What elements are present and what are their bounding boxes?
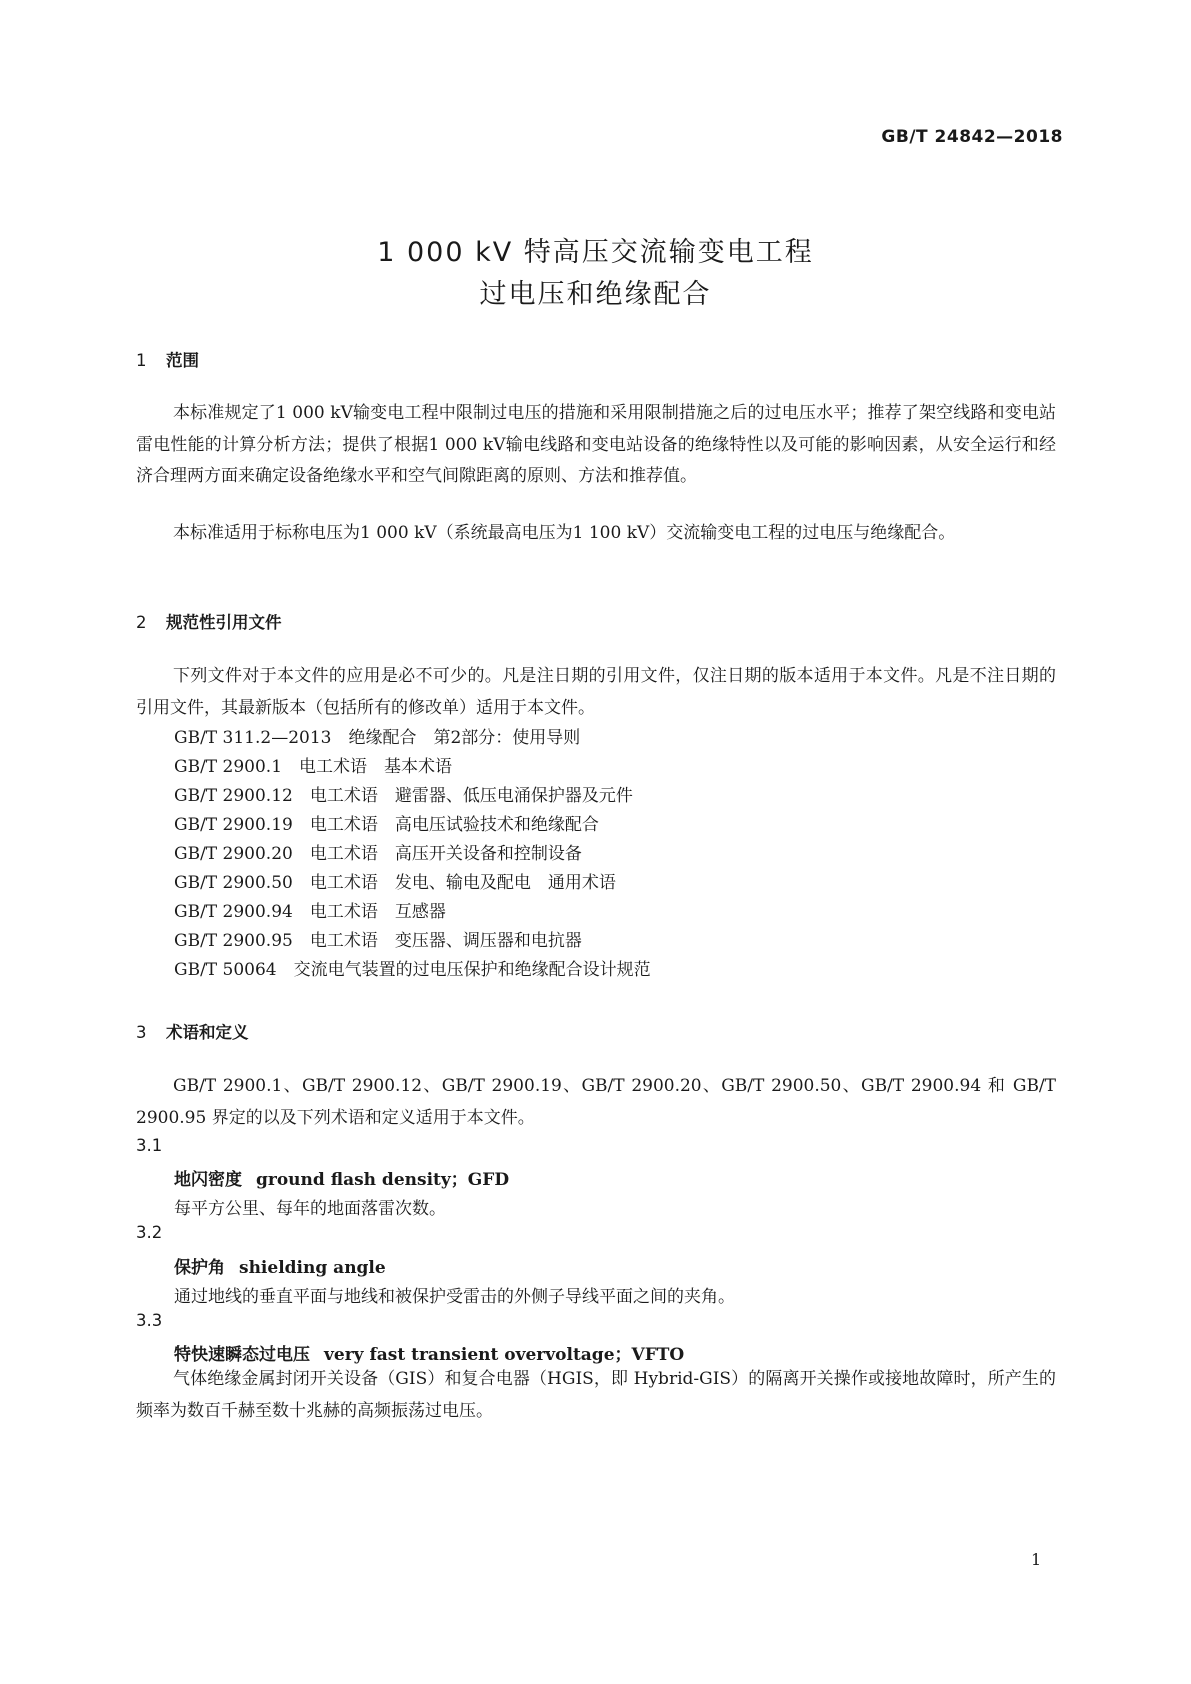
section-number: 2 xyxy=(136,613,147,632)
reference-item: GB/T 2900.20 电工术语 高压开关设备和控制设备 xyxy=(174,844,582,864)
document-title-line-1: 1 000 kV 特高压交流输变电工程 xyxy=(377,237,814,268)
term-definition: 每平方公里、每年的地面落雷次数。 xyxy=(174,1199,446,1219)
section-title: 范围 xyxy=(166,351,199,370)
term-en: very fast transient overvoltage；VFTO xyxy=(324,1345,685,1365)
section-number: 3 xyxy=(136,1023,147,1042)
section-heading-normative-references xyxy=(136,609,282,633)
section-heading-scope xyxy=(136,347,199,371)
term-title xyxy=(174,1165,509,1190)
reference-item: GB/T 2900.1 电工术语 基本术语 xyxy=(174,757,453,777)
term-en: shielding angle xyxy=(239,1258,386,1278)
term-number: 3.3 xyxy=(136,1311,163,1330)
reference-item: GB/T 311.2—2013 绝缘配合 第2部分：使用导则 xyxy=(174,728,581,748)
reference-item: GB/T 2900.19 电工术语 高电压试验技术和绝缘配合 xyxy=(174,815,599,835)
reference-item: GB/T 2900.50 电工术语 发电、输电及配电 通用术语 xyxy=(174,873,616,893)
scope-paragraph-1: 本标准规定了1 000 kV输变电工程中限制过电压的措施和采用限制措施之后的过电压水平；推荐了架空线路和变电站雷电性能的计算分析方法；提供了根据1 000 kV输电线路和变电站设备的绝缘特性以及可能的影响因素，从安全运行和经济合理两方面来确定设备绝缘水平和空气间隙距离的原则、方法和推荐值。 xyxy=(136,403,1056,486)
term-zh: 保护角 xyxy=(174,1258,225,1278)
references-intro: 下列文件对于本文件的应用是必不可少的。凡是注日期的引用文件，仅注日期的版本适用于本文件。凡是不注日期的引用文件，其最新版本（包括所有的修改单）适用于本文件。 xyxy=(136,666,1056,718)
reference-item: GB/T 2900.95 电工术语 变压器、调压器和电抗器 xyxy=(174,931,582,951)
section-title: 规范性引用文件 xyxy=(166,613,282,632)
reference-item: GB/T 2900.94 电工术语 互感器 xyxy=(174,902,446,922)
document-title-line-2: 过电压和绝缘配合 xyxy=(479,279,712,310)
term-definition: 通过地线的垂直平面与地线和被保护受雷击的外侧子导线平面之间的夹角。 xyxy=(174,1287,735,1307)
term-title xyxy=(174,1340,684,1365)
section-number: 1 xyxy=(136,351,147,370)
term-en: ground flash density；GFD xyxy=(256,1170,510,1190)
section-heading-terms xyxy=(136,1019,249,1043)
scope-paragraph-2: 本标准适用于标称电压为1 000 kV（系统最高电压为1 100 kV）交流输变电工程的过电压与绝缘配合。 xyxy=(173,523,956,543)
term-zh: 地闪密度 xyxy=(174,1170,242,1190)
term-title xyxy=(174,1253,386,1278)
term-number: 3.1 xyxy=(136,1136,163,1155)
terms-intro: GB/T 2900.1、GB/T 2900.12、GB/T 2900.19、GB/T 2900.20、GB/T 2900.50、GB/T 2900.94 和 GB/T 2900.95 界定的以及下列术语和定义适用于本文件。 xyxy=(136,1076,1056,1128)
page-number: 1 xyxy=(1031,1550,1042,1569)
term-number: 3.2 xyxy=(136,1223,163,1242)
term-zh: 特快速瞬态过电压 xyxy=(174,1345,310,1365)
term-definition: 气体绝缘金属封闭开关设备（GIS）和复合电器（HGIS，即 Hybrid-GIS）的隔离开关操作或接地故障时，所产生的频率为数百千赫至数十兆赫的高频振荡过电压。 xyxy=(136,1369,1056,1421)
section-title: 术语和定义 xyxy=(166,1023,249,1042)
reference-item: GB/T 50064 交流电气装置的过电压保护和绝缘配合设计规范 xyxy=(174,960,651,980)
standard-code: GB/T 24842—2018 xyxy=(881,127,1063,147)
reference-item: GB/T 2900.12 电工术语 避雷器、低压电涌保护器及元件 xyxy=(174,786,633,806)
